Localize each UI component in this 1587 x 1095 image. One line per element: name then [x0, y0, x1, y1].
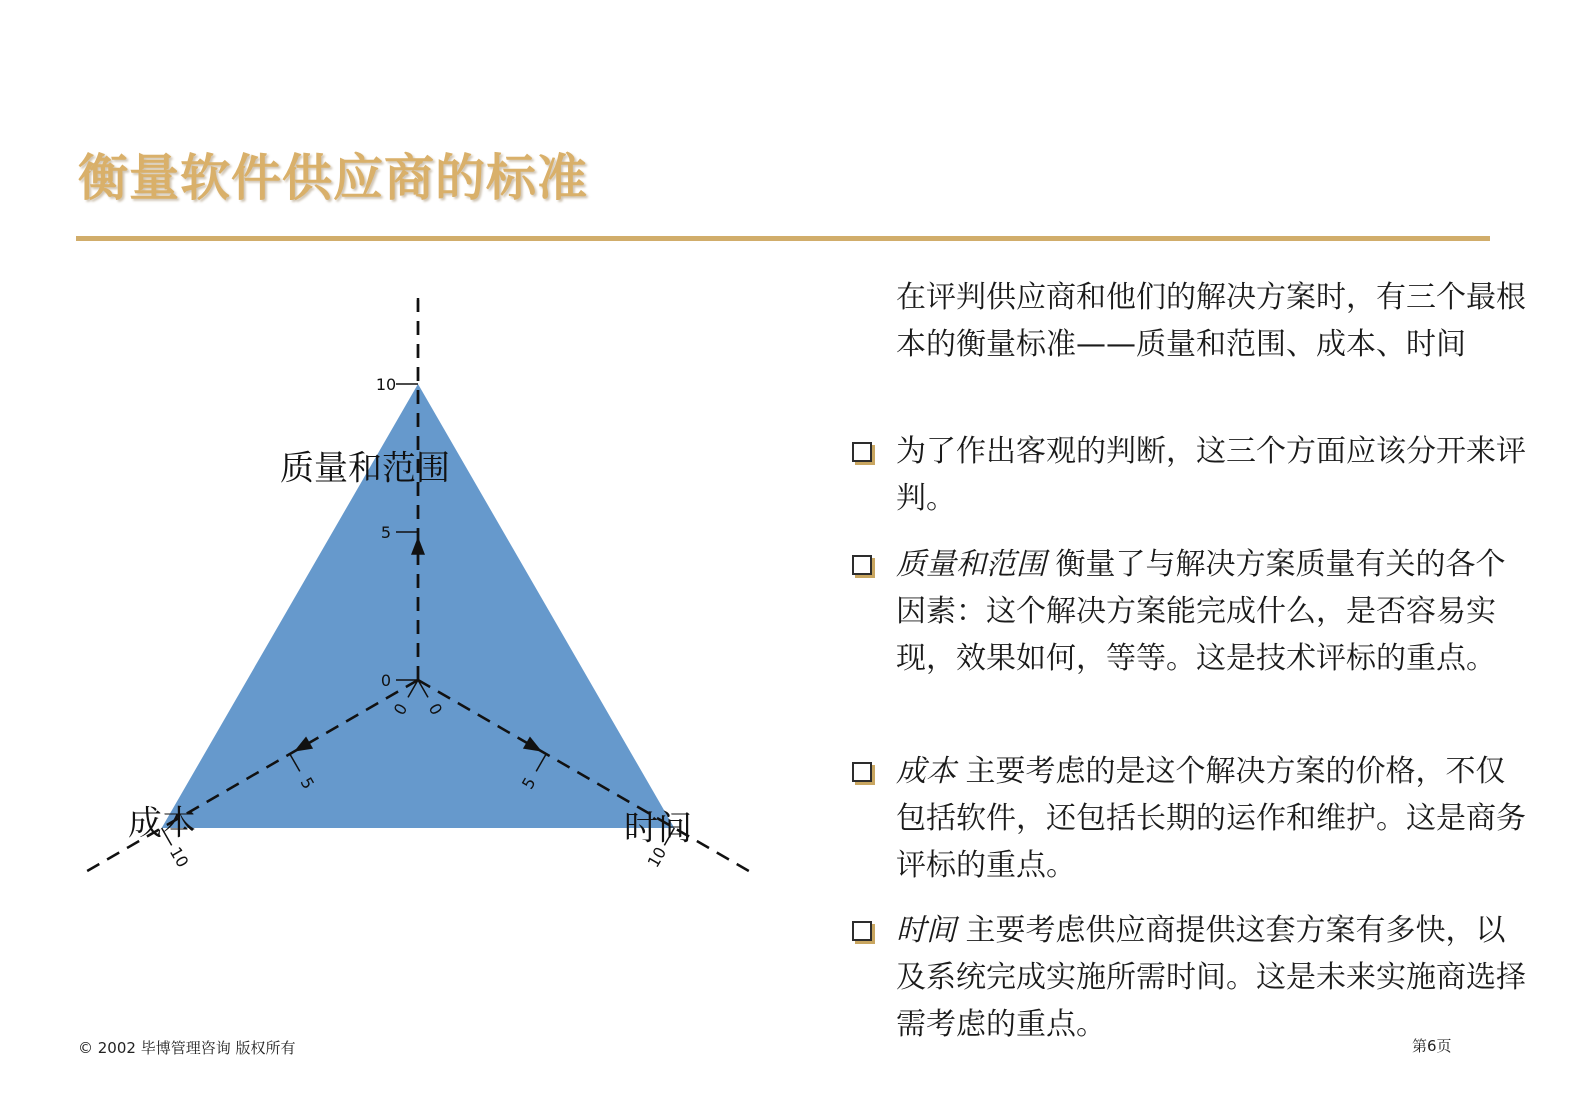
axis-tick-label: 5: [517, 774, 540, 793]
axis-label: 成本: [128, 803, 196, 844]
copyright-footer: © 2002 毕博管理咨询 版权所有: [78, 1039, 296, 1057]
bullet-text: 为了作出客观的判断，这三个方面应该分开来评判。: [896, 434, 1526, 516]
bullet-emphasis: 时间: [896, 913, 956, 948]
axis-label: 时间: [624, 808, 692, 849]
bullet-body: 主要考虑的是这个解决方案的价格，不仅包括软件，还包括长期的运作和维护。这是商务评标的重点。: [896, 754, 1526, 883]
slide-title: 衡量软件供应商的标准: [78, 149, 588, 207]
axis-tick-label: 5: [380, 523, 392, 542]
axis-tick-label: 10: [165, 843, 193, 871]
bullet-time: [850, 907, 1530, 1048]
bullet-emphasis: 质量和范围: [896, 547, 1046, 582]
bullet-body: 衡量了与解决方案质量有关的各个因素：这个解决方案能完成什么，是否容易实现，效果如何，等等。这是技术评标的重点。: [896, 547, 1506, 676]
checkbox-bullet-icon: [852, 555, 872, 575]
axis-tick-label: 0: [389, 700, 412, 719]
bullet-emphasis: 成本: [896, 754, 956, 789]
axis-tick-label: 0: [424, 700, 447, 719]
bullet-body: 主要考虑供应商提供这套方案有多快，以及系统完成实施所需时间。这是未来实施商选择需考虑的重点。: [896, 913, 1526, 1042]
bullet-text: [896, 907, 1530, 1048]
title-divider: [76, 236, 1490, 241]
axis-tick-label: 10: [375, 375, 397, 394]
checkbox-bullet-icon: [852, 762, 872, 782]
axis-label: 质量和范围: [280, 448, 450, 489]
checkbox-bullet-icon: [852, 921, 872, 941]
checkbox-bullet-icon: [852, 442, 872, 462]
tradeoff-triangle-diagram: [0, 280, 860, 930]
bullet-text: [896, 541, 1530, 682]
axis-tick-label: 10: [643, 843, 671, 871]
axis-tick-label: 5: [296, 774, 319, 793]
bullet-quality: [850, 541, 1530, 682]
page-number: 第6页: [1412, 1037, 1452, 1055]
bullet-objective: [850, 428, 1530, 522]
bullet-text: [896, 748, 1530, 889]
axis-tick-label: 0: [380, 671, 392, 690]
intro-paragraph: 在评判供应商和他们的解决方案时，有三个最根本的衡量标准——质量和范围、成本、时间: [896, 280, 1526, 362]
bullet-cost: [850, 748, 1530, 889]
